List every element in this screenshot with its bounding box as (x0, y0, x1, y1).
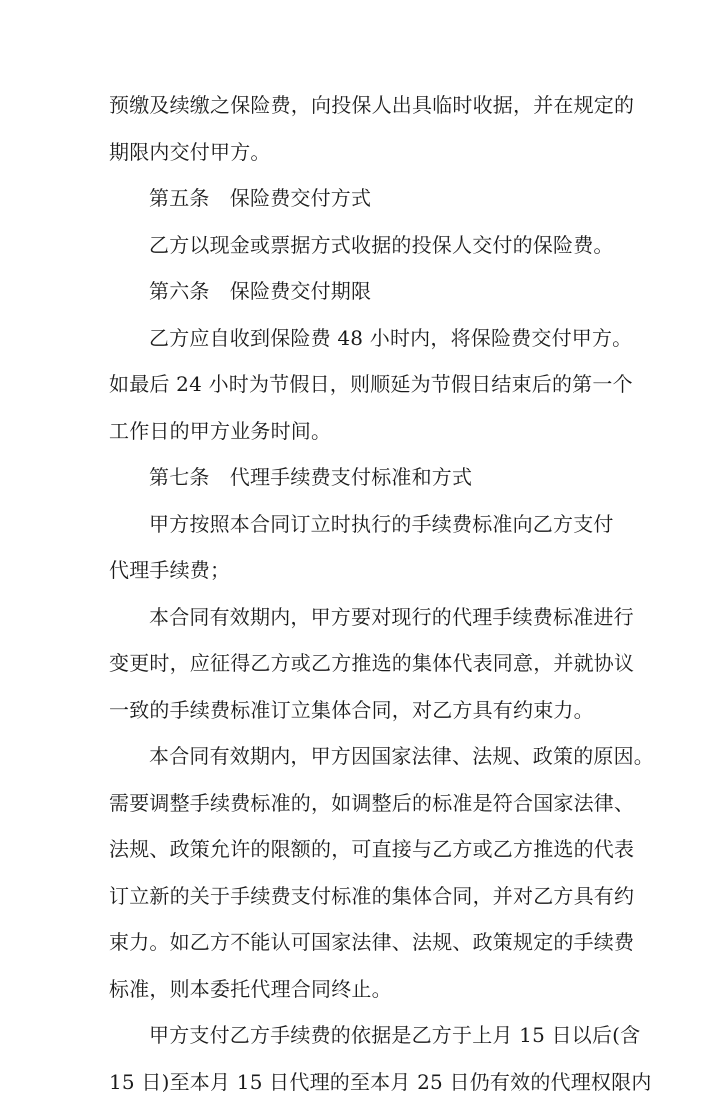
text-line: 甲方支付乙方手续费的依据是乙方于上月 15 日以后(含 (109, 1012, 613, 1059)
text-line: 乙方以现金或票据方式收据的投保人交付的保险费。 (109, 222, 613, 269)
article-heading: 第七条 代理手续费支付标准和方式 (109, 454, 613, 501)
text-line: 一致的手续费标准订立集体合同，对乙方具有约束力。 (109, 687, 613, 734)
text-line: 法规、政策允许的限额的，可直接与乙方或乙方推选的代表 (109, 826, 613, 873)
text-line: 变更时，应征得乙方或乙方推选的集体代表同意，并就协议 (109, 640, 613, 687)
text-line: 15 日)至本月 15 日代理的至本月 25 日仍有效的代理权限内 (109, 1059, 613, 1105)
text-line: 本合同有效期内，甲方要对现行的代理手续费标准进行 (109, 594, 613, 641)
text-line: 束力。如乙方不能认可国家法律、法规、政策规定的手续费 (109, 919, 613, 966)
text-line: 订立新的关于手续费支付标准的集体合同，并对乙方具有约 (109, 873, 613, 920)
text-line: 甲方按照本合同订立时执行的手续费标准向乙方支付 (109, 501, 613, 548)
text-line: 工作日的甲方业务时间。 (109, 408, 613, 455)
text-line: 代理手续费； (109, 547, 613, 594)
text-line: 需要调整手续费标准的，如调整后的标准是符合国家法律、 (109, 780, 613, 827)
article-heading: 第五条 保险费交付方式 (109, 175, 613, 222)
article-heading: 第六条 保险费交付期限 (109, 268, 613, 315)
text-line: 乙方应自收到保险费 48 小时内，将保险费交付甲方。 (109, 315, 613, 362)
document-page (109, 82, 613, 1105)
text-line: 期限内交付甲方。 (109, 129, 613, 176)
text-line: 本合同有效期内，甲方因国家法律、法规、政策的原因。 (109, 733, 613, 780)
text-line: 预缴及续缴之保险费，向投保人出具临时收据，并在规定的 (109, 82, 613, 129)
text-line: 标准，则本委托代理合同终止。 (109, 966, 613, 1013)
text-line: 如最后 24 小时为节假日，则顺延为节假日结束后的第一个 (109, 361, 613, 408)
